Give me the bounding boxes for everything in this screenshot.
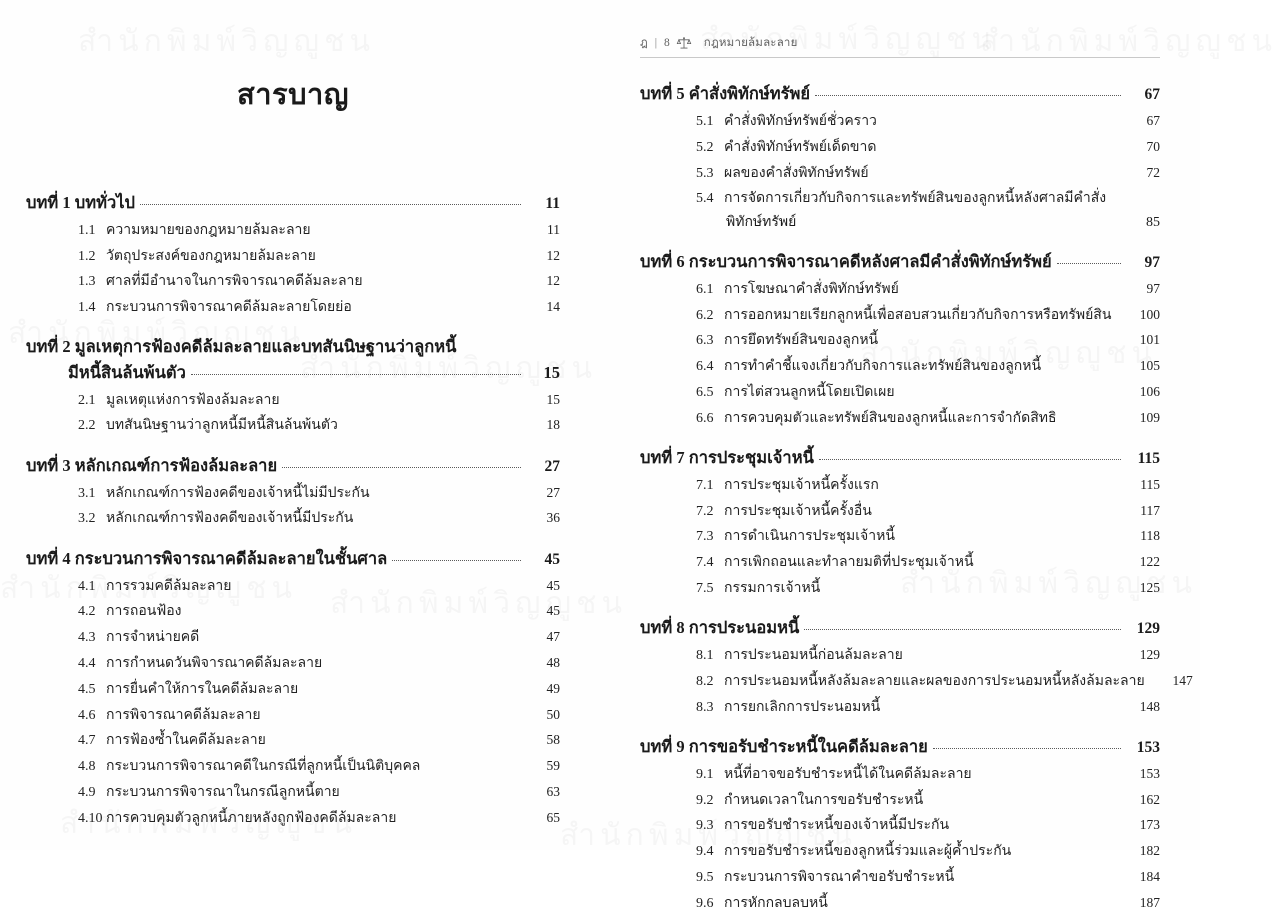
toc-section-entry[interactable] — [640, 137, 1160, 158]
toc-section-page: 72 — [1146, 164, 1160, 180]
toc-section-entry[interactable] — [26, 576, 560, 597]
toc-chapter-entry[interactable] — [640, 250, 1160, 274]
toc-section-label: กระบวนการพิจารณาในกรณีลูกหนี้ตาย — [106, 784, 340, 800]
toc-section-page: 173 — [1139, 817, 1160, 833]
toc-section-label: การทำคำชี้แจงเกี่ยวกับกิจการและทรัพย์สินของลูกหนี้ — [724, 359, 1042, 375]
toc-section-label: การประชุมเจ้าหนี้ครั้งอื่น — [724, 503, 872, 519]
toc-chapter-label: บทที่ 1 บททั่วไป — [26, 192, 135, 212]
toc-section-entry[interactable] — [640, 163, 1160, 184]
toc-section-entry[interactable] — [640, 330, 1160, 351]
dot-leader — [815, 95, 1121, 96]
toc-section-entry[interactable] — [26, 297, 560, 318]
dot-leader — [933, 748, 1121, 749]
toc-section-page: 147 — [1172, 672, 1193, 688]
toc-chapter-entry[interactable] — [26, 547, 560, 571]
toc-section-number: 7.3 — [696, 529, 714, 545]
toc-section-entry[interactable] — [640, 697, 1160, 718]
dot-leader — [819, 459, 1121, 460]
toc-section-label: การประชุมเจ้าหนี้ครั้งแรก — [724, 477, 879, 493]
toc-section-page: 182 — [1139, 843, 1160, 859]
toc-section-page: 45 — [546, 577, 560, 593]
toc-section-number: 9.1 — [696, 766, 714, 782]
toc-section-number: 4.9 — [78, 784, 96, 800]
toc-section-page: 36 — [546, 510, 560, 526]
toc-section-entry[interactable] — [26, 705, 560, 726]
toc-section-page: 115 — [1140, 476, 1160, 492]
toc-section-page: 47 — [546, 629, 560, 645]
toc-chapter-entry[interactable] — [640, 735, 1160, 759]
toc-chapter-page: 129 — [1136, 620, 1160, 638]
toc-chapter-page: 153 — [1136, 738, 1160, 756]
toc-section-label: การโฆษณาคำสั่งพิทักษ์ทรัพย์ — [724, 281, 899, 297]
toc-section-page: 50 — [546, 706, 560, 722]
toc-section-entry[interactable] — [640, 188, 1160, 209]
page-title: สารบาญ — [237, 79, 349, 111]
toc-section-page: 12 — [546, 247, 560, 263]
toc-section-number: 8.2 — [696, 673, 714, 689]
toc-section-label: การยื่นคำให้การในคดีล้มละลาย — [106, 681, 299, 697]
toc-section-number: 6.3 — [696, 333, 714, 349]
toc-section-number: 6.4 — [696, 359, 714, 375]
toc-section-page: 162 — [1139, 791, 1160, 807]
toc-section-entry[interactable] — [26, 756, 560, 777]
toc-section-label: การดำเนินการประชุมเจ้าหนี้ — [724, 529, 895, 545]
toc-section-label: ศาลที่มีอำนาจในการพิจารณาคดีล้มละลาย — [106, 274, 363, 290]
toc-section-page: 184 — [1139, 868, 1160, 884]
dot-leader — [804, 629, 1121, 630]
toc-chapter-page: 97 — [1144, 253, 1160, 271]
toc-section-label: กระบวนการพิจารณาคำขอรับชำระหนี้ — [724, 869, 955, 885]
toc-section-label: การถอนฟ้อง — [106, 604, 182, 620]
toc-section-page: 49 — [546, 680, 560, 696]
toc-section-number: 4.10 — [78, 810, 103, 826]
toc-section-page: 129 — [1139, 647, 1160, 663]
toc-section-page: 27 — [546, 484, 560, 500]
toc-chapter-label: บทที่ 4 กระบวนการพิจารณาคดีล้มละลายในชั้นศาล — [26, 548, 388, 568]
toc-section-label: การฟ้องซ้ำในคดีล้มละลาย — [106, 733, 266, 749]
toc-section-page: 18 — [546, 417, 560, 433]
toc-section-number: 6.2 — [696, 307, 714, 323]
toc-section-entry[interactable] — [26, 679, 560, 700]
toc-section-number: 7.2 — [696, 503, 714, 519]
running-header-title: กฎหมายล้มละลาย — [703, 37, 798, 49]
toc-chapter-label: บทที่ 9 การขอรับชำระหนี้ในคดีล้มละลาย — [640, 736, 928, 756]
toc-section-entry[interactable] — [640, 578, 1160, 599]
toc-section-number: 7.1 — [696, 477, 714, 493]
toc-section-entry[interactable] — [640, 356, 1160, 377]
toc-section-label: หลักเกณฑ์การฟ้องคดีของเจ้าหนี้ไม่มีประกัน — [106, 485, 370, 501]
toc-section-label: การควบคุมตัวลูกหนี้ภายหลังถูกฟ้องคดีล้มละลาย — [106, 810, 397, 826]
toc-section-page: 48 — [546, 654, 560, 670]
scales-of-justice-icon — [676, 36, 692, 50]
toc-section-number: 4.4 — [78, 655, 96, 671]
toc-section-number: 1.3 — [78, 274, 96, 290]
toc-section-page: 148 — [1139, 698, 1160, 714]
toc-section-entry[interactable] — [640, 408, 1160, 429]
toc-section-page: 101 — [1139, 332, 1160, 348]
toc-section-page: 100 — [1139, 306, 1160, 322]
toc-section-entry[interactable] — [26, 415, 560, 436]
toc-section-label: ผลของคำสั่งพิทักษ์ทรัพย์ — [724, 165, 869, 181]
toc-section-entry[interactable] — [640, 764, 1160, 785]
toc-chapter-entry[interactable] — [640, 82, 1160, 106]
toc-chapter-label: บทที่ 6 กระบวนการพิจารณาคดีหลังศาลมีคำสั่งพิทักษ์ทรัพย์ — [640, 251, 1052, 271]
toc-section-entry[interactable] — [640, 645, 1160, 666]
toc-section-number: 8.3 — [696, 699, 714, 715]
toc-section-page: 117 — [1140, 502, 1160, 518]
toc-section-entry[interactable] — [640, 382, 1160, 403]
toc-section-label: หลักเกณฑ์การฟ้องคดีของเจ้าหนี้มีประกัน — [106, 511, 354, 527]
toc-section-entry[interactable] — [26, 653, 560, 674]
toc-section-number: 4.8 — [78, 759, 96, 775]
toc-chapter-label: บทที่ 3 หลักเกณฑ์การฟ้องล้มละลาย — [26, 455, 278, 475]
toc-section-entry[interactable] — [640, 526, 1160, 547]
toc-section-page: 187 — [1139, 894, 1160, 910]
dot-leader — [1057, 263, 1121, 264]
right-page — [600, 0, 1200, 911]
toc-section-label: การขอรับชำระหนี้ของลูกหนี้ร่วมและผู้ค้ำประกัน — [724, 844, 1012, 860]
toc-section-page: 105 — [1139, 358, 1160, 374]
toc-section-page: 109 — [1139, 409, 1160, 425]
toc-section-label: คำสั่งพิทักษ์ทรัพย์เด็ดขาด — [724, 139, 877, 155]
toc-section-entry[interactable] — [26, 508, 560, 529]
toc-section-number: 4.5 — [78, 681, 96, 697]
toc-section-label: การประนอมหนี้หลังล้มละลายและผลของการประนอมหนี้หลังล้มละลาย — [724, 673, 1145, 689]
toc-section-entry[interactable] — [26, 782, 560, 803]
toc-section-number: 9.4 — [696, 844, 714, 860]
toc-section-page: 45 — [546, 603, 560, 619]
running-header-rule — [640, 57, 1160, 58]
toc-section-page: 11 — [547, 221, 560, 237]
toc-section-entry[interactable] — [26, 627, 560, 648]
toc-section-number: 9.2 — [696, 792, 714, 808]
toc-section-entry[interactable] — [640, 552, 1160, 573]
toc-section-number: 6.1 — [696, 281, 714, 297]
toc-section-entry[interactable] — [26, 390, 560, 411]
toc-section-label: กระบวนการพิจารณาคดีในกรณีที่ลูกหนี้เป็นนิติบุคคล — [106, 759, 421, 775]
toc-section-page: 118 — [1140, 528, 1160, 544]
toc-section-label: การจัดการเกี่ยวกับกิจการและทรัพย์สินของลูกหนี้หลังศาลมีคำสั่ง — [724, 191, 1107, 207]
toc-section-number: 5.4 — [696, 191, 714, 207]
toc-section-number: 8.1 — [696, 648, 714, 664]
toc-section-entry[interactable] — [640, 279, 1160, 300]
toc-section-page: 70 — [1146, 138, 1160, 154]
toc-section-label: มูลเหตุแห่งการฟ้องล้มละลาย — [106, 392, 280, 408]
toc-section-entry[interactable] — [26, 730, 560, 751]
toc-section-number: 7.5 — [696, 580, 714, 596]
toc-section-page: 14 — [546, 299, 560, 315]
toc-section-entry[interactable] — [26, 808, 560, 829]
folio-thai: ฎ — [640, 37, 648, 49]
toc-chapter-label: บทที่ 2 มูลเหตุการฟ้องคดีล้มละลายและบทสันนิษฐานว่าลูกหนี้ — [26, 337, 457, 357]
toc-section-number: 9.5 — [696, 869, 714, 885]
toc-section-entry[interactable] — [640, 867, 1160, 888]
toc-chapter-entry[interactable] — [26, 454, 560, 478]
toc-chapter-label-continuation: มีหนี้สินล้นพ้นตัว — [68, 363, 186, 383]
toc-chapter-page: 27 — [544, 457, 560, 475]
toc-chapter-entry[interactable] — [26, 191, 560, 215]
folio-separator: | — [654, 37, 658, 49]
toc-section-page: 67 — [1146, 112, 1160, 128]
toc-section-entry[interactable] — [26, 220, 560, 241]
toc-section-number: 2.1 — [78, 392, 96, 408]
toc-section-label: การยกเลิกการประนอมหนี้ — [724, 699, 881, 715]
toc-section-label: การกำหนดวันพิจารณาคดีล้มละลาย — [106, 655, 323, 671]
running-header — [640, 34, 1160, 52]
toc-section-number: 3.1 — [78, 485, 96, 501]
toc-section-label: ความหมายของกฎหมายล้มละลาย — [106, 222, 311, 238]
toc-section-label: การพิจารณาคดีล้มละลาย — [106, 707, 261, 723]
toc-chapter-entry[interactable] — [26, 335, 560, 359]
toc-section-label: กรรมการเจ้าหนี้ — [724, 580, 821, 596]
toc-section-number: 6.6 — [696, 410, 714, 426]
toc-section-entry[interactable] — [640, 475, 1160, 496]
toc-section-label: การรวมคดีล้มละลาย — [106, 578, 232, 594]
toc-section-label: หนี้ที่อาจขอรับชำระหนี้ได้ในคดีล้มละลาย — [724, 766, 972, 782]
toc-section-entry[interactable] — [26, 246, 560, 267]
toc-chapter-page: 15 — [543, 363, 560, 383]
dot-leader — [282, 467, 521, 468]
toc-section-number: 5.1 — [696, 113, 714, 129]
folio-number: 8 — [664, 37, 670, 49]
toc-chapter-entry[interactable] — [640, 616, 1160, 640]
toc-section-entry[interactable] — [640, 671, 1193, 692]
toc-section-number: 4.3 — [78, 630, 96, 646]
toc-section-entry[interactable] — [640, 790, 1160, 811]
toc-section-label: กระบวนการพิจารณาคดีล้มละลายโดยย่อ — [106, 300, 352, 316]
toc-chapter-page: 45 — [544, 550, 560, 568]
toc-section-entry[interactable] — [640, 111, 1160, 132]
toc-section-label: วัตถุประสงค์ของกฎหมายล้มละลาย — [106, 248, 316, 264]
toc-section-page: 125 — [1139, 579, 1160, 595]
toc-section-entry[interactable] — [640, 305, 1160, 326]
toc-section-label: การควบคุมตัวและทรัพย์สินของลูกหนี้และการจำกัดสิทธิ — [724, 410, 1057, 426]
toc-section-label: คำสั่งพิทักษ์ทรัพย์ชั่วคราว — [724, 113, 877, 129]
toc-section-number: 7.4 — [696, 555, 714, 571]
toc-section-label: การเพิกถอนและทำลายมติที่ประชุมเจ้าหนี้ — [724, 555, 974, 571]
toc-section-page: 106 — [1139, 383, 1160, 399]
toc-list-right — [640, 82, 1193, 914]
toc-section-page: 15 — [546, 391, 560, 407]
toc-section-label: กำหนดเวลาในการขอรับชำระหนี้ — [724, 792, 924, 808]
toc-section-number: 9.3 — [696, 818, 714, 834]
toc-section-page: 153 — [1139, 765, 1160, 781]
left-page — [0, 0, 600, 850]
toc-chapter-page: 115 — [1137, 449, 1160, 467]
toc-section-number: 4.2 — [78, 604, 96, 620]
toc-section-entry[interactable] — [26, 271, 560, 292]
toc-section-label: การออกหมายเรียกลูกหนี้เพื่อสอบสวนเกี่ยวกับกิจการหรือทรัพย์สิน — [724, 307, 1112, 323]
toc-section-label: การหักกลบลบหนี้ — [724, 895, 828, 911]
toc-section-label: การขอรับชำระหนี้ของเจ้าหนี้มีประกัน — [724, 818, 950, 834]
toc-section-number: 6.5 — [696, 384, 714, 400]
toc-section-number: 4.6 — [78, 707, 96, 723]
toc-chapter-page: 67 — [1144, 86, 1160, 103]
toc-section-page: 65 — [546, 809, 560, 825]
toc-section-entry-continuation[interactable] — [640, 212, 1160, 233]
toc-chapter-label: บทที่ 7 การประชุมเจ้าหนี้ — [640, 447, 814, 467]
toc-section-label: การยึดทรัพย์สินของลูกหนี้ — [724, 333, 879, 349]
toc-chapter-entry[interactable] — [640, 446, 1160, 470]
toc-section-number: 2.2 — [78, 418, 96, 434]
toc-section-page: 85 — [1146, 214, 1160, 230]
toc-section-page: 58 — [546, 732, 560, 748]
toc-section-number: 4.1 — [78, 578, 96, 594]
toc-section-number: 5.3 — [696, 165, 714, 181]
toc-section-number: 4.7 — [78, 733, 96, 749]
toc-section-entry[interactable] — [640, 501, 1160, 522]
toc-chapter-label: บทที่ 8 การประนอมหนี้ — [640, 618, 800, 638]
toc-section-page: 97 — [1146, 280, 1160, 296]
toc-section-entry[interactable] — [640, 893, 1160, 914]
toc-section-page: 122 — [1139, 554, 1160, 570]
toc-section-entry[interactable] — [640, 841, 1160, 862]
toc-section-label-continuation: พิทักษ์ทรัพย์ — [726, 214, 797, 230]
toc-section-entry[interactable] — [640, 815, 1160, 836]
toc-section-entry[interactable] — [26, 483, 560, 504]
dot-leader — [392, 560, 521, 561]
toc-section-number: 5.2 — [696, 139, 714, 155]
toc-section-number: 1.4 — [78, 300, 96, 316]
dot-leader — [191, 374, 521, 375]
dot-leader — [140, 204, 521, 205]
toc-section-entry[interactable] — [26, 601, 560, 622]
toc-section-page: 63 — [546, 783, 560, 799]
toc-section-label: การไต่สวนลูกหนี้โดยเปิดเผย — [724, 384, 895, 400]
toc-section-number: 3.2 — [78, 511, 96, 527]
toc-list-left — [26, 191, 560, 829]
toc-section-number: 1.1 — [78, 222, 96, 238]
toc-section-label: บทสันนิษฐานว่าลูกหนี้มีหนี้สินล้นพ้นตัว — [106, 418, 338, 434]
toc-chapter-entry-continuation[interactable] — [26, 361, 560, 385]
toc-section-page: 12 — [546, 273, 560, 289]
toc-section-label: การจำหน่ายคดี — [106, 630, 200, 646]
toc-chapter-label: บทที่ 5 คำสั่งพิทักษ์ทรัพย์ — [640, 84, 811, 103]
toc-section-number: 1.2 — [78, 248, 96, 264]
toc-chapter-page: 11 — [545, 194, 560, 212]
toc-section-number: 9.6 — [696, 895, 714, 911]
toc-section-page: 59 — [546, 758, 560, 774]
toc-section-label: การประนอมหนี้ก่อนล้มละลาย — [724, 648, 903, 664]
